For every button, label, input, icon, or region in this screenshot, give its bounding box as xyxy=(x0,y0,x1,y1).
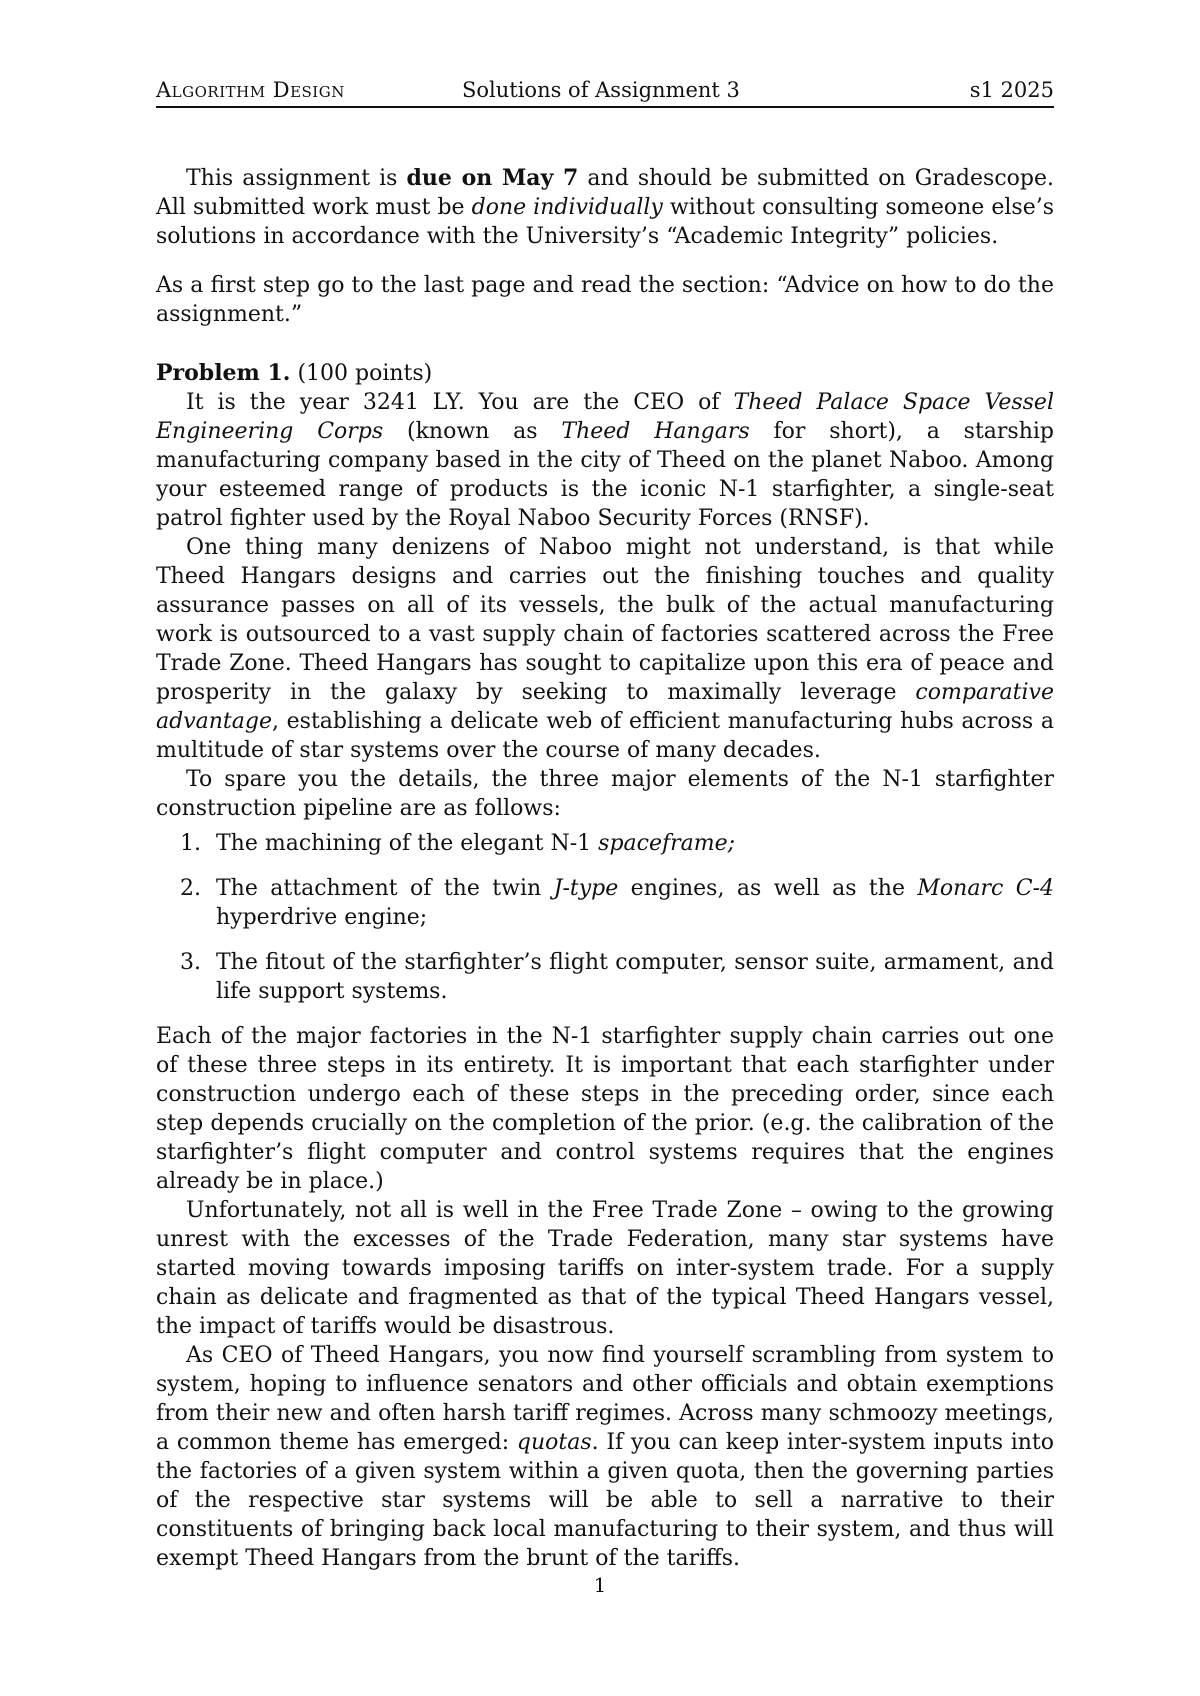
text: engines, as well as the xyxy=(618,876,918,901)
problem-paragraph-1 xyxy=(156,388,1054,533)
text: (known as xyxy=(383,419,562,444)
text: This assignment is xyxy=(186,166,407,191)
text: hyperdrive engine; xyxy=(216,905,428,930)
page-number: 1 xyxy=(593,1573,607,1597)
text: It is the year 3241 LY. You are the CEO of xyxy=(186,390,734,415)
list-item xyxy=(156,829,1054,858)
emphasis: Theed Hangars xyxy=(561,419,750,444)
text: The attachment of the twin xyxy=(216,876,554,901)
due-date: due on May 7 xyxy=(406,165,579,191)
intro-paragraph-1 xyxy=(156,164,1054,251)
running-header xyxy=(156,78,1054,108)
problem-paragraph-3: To spare you the details, the three major elements of the N-1 starfighter construction pipeline are as follows: xyxy=(156,767,1054,821)
intro-paragraph-2: As a first step go to the last page and read the section: “Advice on how to do the assignment.” xyxy=(156,273,1054,327)
text: and should be submitted on Gradescope. All submitted work must be xyxy=(156,166,1054,220)
text: The machining of the elegant N-1 xyxy=(216,831,599,856)
text: As CEO of Theed Hangars, you now find yourself scrambling from system to system, hoping to influence senators and other officials and obtain exemptions from their new and often harsh tariff regimes. Across many schmoozy meetings, a common theme has emerged: xyxy=(156,1343,1054,1455)
page xyxy=(156,78,1054,1573)
text: for short), a starship manufacturing company based in the city of Theed on the planet Naboo. Among your esteemed range of products is the iconic N-1 starfighter, a single-seat patrol fighter used by the Royal Naboo Security Forces (RNSF). xyxy=(156,419,1055,531)
emphasis: comparative advantage xyxy=(156,680,1054,734)
emphasis: Monarc C-4 xyxy=(917,876,1054,901)
list-number: 3. xyxy=(180,950,201,975)
list-item xyxy=(156,948,1054,1006)
problem-paragraph-5: Unfortunately, not all is well in the Free Trade Zone – owing to the growing unrest with the excesses of the Trade Federation, many star systems have started moving towards imposing tariffs on inter-system trade. For a supply chain as delicate and fragmented as that of the typical Theed Hangars vessel, the impact of tariffs would be disastrous. xyxy=(156,1198,1054,1339)
problem-label: Problem 1. xyxy=(156,360,291,386)
emphasis: spaceframe; xyxy=(598,831,736,856)
header-course: Algorithm Design xyxy=(156,78,345,102)
text: without consulting someone else’s solutions in accordance with the University’s “Academic Integrity” policies. xyxy=(156,195,1055,249)
list-number: 2. xyxy=(180,876,201,901)
pipeline-list xyxy=(156,829,1054,1006)
text: The fitout of the starfighter’s flight computer, sensor suite, armament, and life support systems. xyxy=(216,950,1054,1004)
text: , establishing a delicate web of efficient manufacturing hubs across a multitude of star systems over the course of many decades. xyxy=(156,709,1054,763)
header-title: Solutions of Assignment 3 xyxy=(462,78,740,102)
emphasis: done individually xyxy=(471,195,663,220)
list-number: 1. xyxy=(180,831,201,856)
problem-paragraph-6 xyxy=(156,1341,1054,1573)
problem-paragraph-4: Each of the major factories in the N-1 starfighter supply chain carries out one of these three steps in its entirety. It is important that each starfighter under construction undergo each of these steps in the preceding order, since each step depends crucially on the completion of the prior. (e.g. the calibration of the starfighter’s flight computer and control systems requires that the engines already be in place.) xyxy=(156,1024,1054,1194)
emphasis: quotas xyxy=(516,1430,592,1455)
emphasis: J-type xyxy=(553,876,619,901)
text: . If you can keep inter-system inputs into the factories of a given system within a given quota, then the governing parties of the respective star systems will be able to sell a narrative to their constituents of bringing back local manufacturing to their system, and thus will exempt Theed Hangars from the brunt of the tariffs. xyxy=(156,1430,1054,1571)
problem-points: (100 points) xyxy=(297,361,433,386)
problem-heading xyxy=(156,359,1054,388)
text: One thing many denizens of Naboo might not understand, is that while Theed Hangars designs and carries out the finishing touches and quality assurance passes on all of its vessels, the bulk of the actual manufacturing work is outsourced to a vast supply chain of factories scattered across the Free Trade Zone. Theed Hangars has sought to capitalize upon this era of peace and prosperity in the galaxy by seeking to maximally leverage xyxy=(156,535,1054,705)
list-item xyxy=(156,874,1054,932)
emphasis: Theed Palace Space Vessel Engineering Corps xyxy=(156,390,1054,444)
document-body xyxy=(156,164,1054,1573)
problem-paragraph-2 xyxy=(156,533,1054,765)
header-term: s1 2025 xyxy=(969,78,1054,102)
